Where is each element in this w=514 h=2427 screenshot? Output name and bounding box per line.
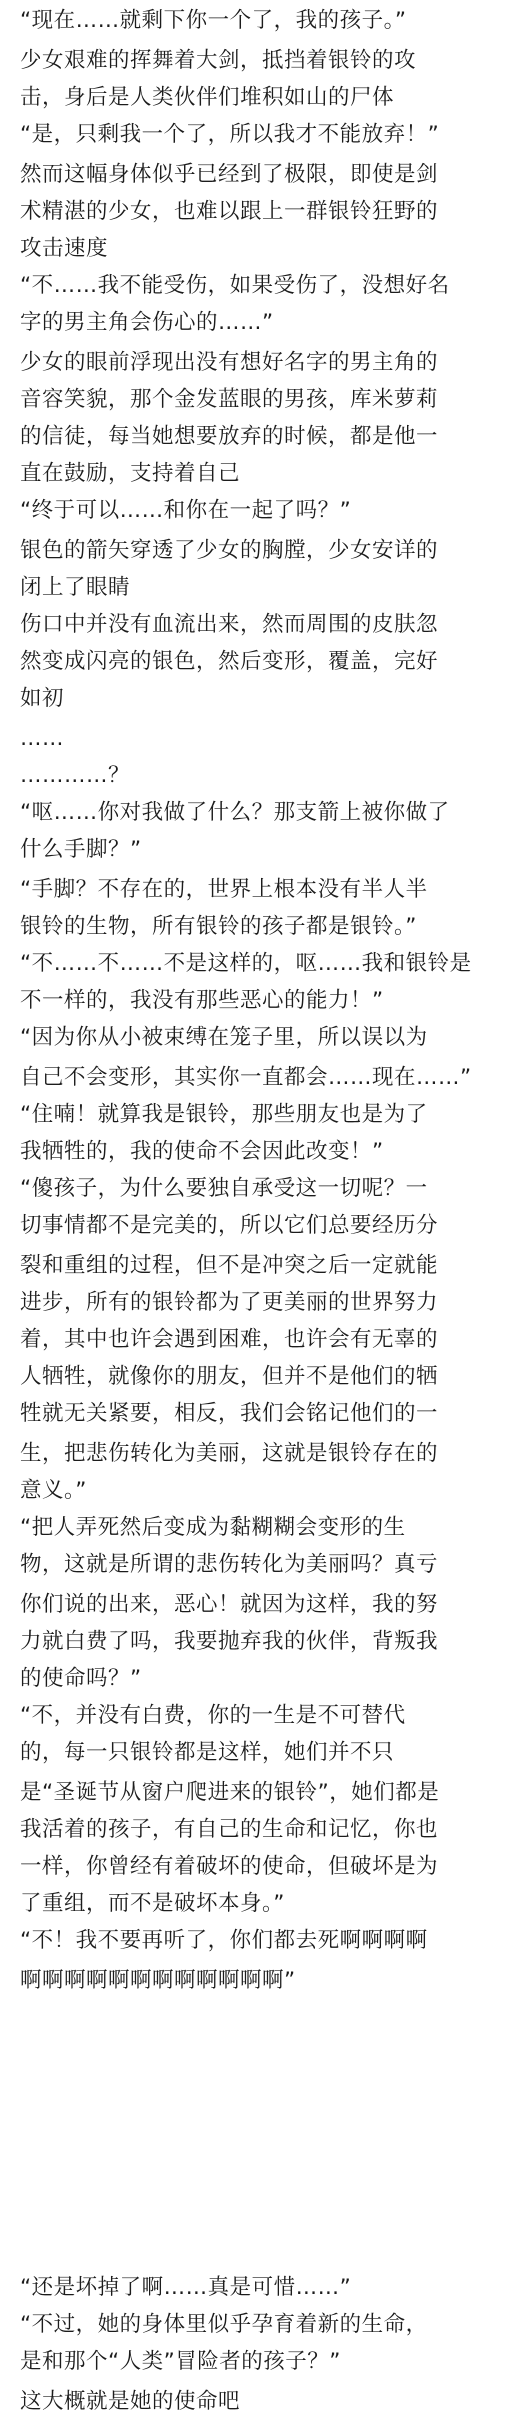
text-line: 不一样的，我没有那些恶心的能力！” (20, 988, 384, 1013)
text-line: 击，身后是人类伙伴们堆积如山的尸体 (20, 85, 395, 110)
text-line: 进步，所有的银铃都为了更美丽的世界努力 (20, 1290, 439, 1315)
text-line: 什么手脚？” (20, 837, 142, 862)
text-line: “因为你从小被束缚在笼子里，所以误以为 (20, 1025, 428, 1050)
text-line: 人牺牲，就像你的朋友，但并不是他们的牺 (20, 1364, 439, 1389)
text-line: “手脚？不存在的，世界上根本没有半人半 (20, 877, 428, 902)
text-line: 的使命吗？” (20, 1666, 142, 1691)
text-line: 然变成闪亮的银色，然后变形，覆盖，完好 (20, 649, 439, 674)
text-line: 直在鼓励，支持着自己 (20, 461, 241, 486)
text-line: 术精湛的少女，也难以跟上一群银铃狂野的 (20, 199, 439, 224)
text-line: “傻孩子，为什么要独自承受这一切呢？一 (20, 1176, 428, 1201)
text-line: 你们说的出来，恶心！就因为这样，我的努 (20, 1592, 439, 1617)
text-line: “不！我不要再听了，你们都去死啊啊啊啊 (20, 1928, 428, 1953)
text-line: “把人弄死然后变成为黏糊糊会变形的生 (20, 1515, 406, 1540)
text-line: 啊啊啊啊啊啊啊啊啊啊啊啊” (20, 1968, 296, 1993)
text-line: 裂和重组的过程，但不是冲突之后一定就能 (20, 1253, 439, 1278)
text-line: “还是坏掉了啊……真是可惜……” (20, 2275, 352, 2300)
text-line: “不，并没有白费，你的一生是不可替代 (20, 1703, 406, 1728)
text-line: 音容笑貌，那个金发蓝眼的男孩，库米萝莉 (20, 387, 439, 412)
text-line: 了重组，而不是破坏本身。” (20, 1891, 285, 1916)
text-line: “是，只剩我一个了，所以我才不能放弃！” (20, 122, 440, 147)
text-line: 力就白费了吗，我要抛弃我的伙伴，背叛我 (20, 1629, 439, 1654)
text-line: 的，每一只银铃都是这样，她们并不只 (20, 1740, 395, 1765)
text-line: 然而这幅身体似乎已经到了极限，即使是剑 (20, 162, 439, 187)
text-line: 字的男主角会伤心的……” (20, 310, 274, 335)
text-line: 着，其中也许会遇到困难，也许会有无辜的 (20, 1327, 439, 1352)
text-line: 我活着的孩子，有自己的生命和记忆，你也 (20, 1817, 439, 1842)
text-line: 是“圣诞节从窗户爬进来的银铃”，她们都是 (20, 1780, 440, 1805)
text-line: “现在……就剩下你一个了，我的孩子。” (20, 8, 407, 33)
text-line: “住喃！就算我是银铃，那些朋友也是为了 (20, 1102, 428, 1127)
text-line: 切事情都不是完美的，所以它们总要经历分 (20, 1213, 439, 1238)
text-line: 意义。” (20, 1478, 87, 1503)
text-line: 少女的眼前浮现出没有想好名字的男主角的 (20, 350, 439, 375)
text-line: 是和那个“人类”冒险者的孩子？” (20, 2349, 341, 2374)
text-line: 物，这就是所谓的悲伤转化为美丽吗？真亏 (20, 1552, 439, 1577)
text-line: “不……我不能受伤，如果受伤了，没想好名 (20, 273, 450, 298)
text-line: “不过，她的身体里似乎孕育着新的生命， (20, 2312, 428, 2337)
text-line: 闭上了眼睛 (20, 575, 131, 600)
text-line: “不……不……不是这样的，呕……我和银铃是 (20, 951, 472, 976)
text-line: 伤口中并没有血流出来，然而周围的皮肤忽 (20, 612, 439, 637)
text-line: 一样，你曾经有着破坏的使命，但破坏是为 (20, 1854, 439, 1879)
text-line: 自己不会变形，其实你一直都会……现在……” (20, 1065, 472, 1090)
text-line: 少女艰难的挥舞着大剑，抵挡着银铃的攻 (20, 48, 417, 73)
text-line: 银铃的生物，所有银铃的孩子都是银铃。” (20, 914, 417, 939)
text-line: 如初 (20, 686, 65, 711)
text-line: …………？ (20, 763, 131, 788)
text-line: 银色的箭矢穿透了少女的胸膛，少女安详的 (20, 538, 439, 563)
text-line: 牲就无关紧要，相反，我们会铭记他们的一 (20, 1401, 439, 1426)
text-line: 生，把悲伤转化为美丽，这就是银铃存在的 (20, 1441, 439, 1466)
text-line: 这大概就是她的使命吧 (20, 2389, 241, 2414)
text-line: 我牺牲的，我的使命不会因此改变！” (20, 1139, 384, 1164)
text-line: “呕……你对我做了什么？那支箭上被你做了 (20, 800, 450, 825)
text-line: 的信徒，每当她想要放弃的时候，都是他一 (20, 424, 439, 449)
text-line: “终于可以……和你在一起了吗？” (20, 498, 352, 523)
text-line: 攻击速度 (20, 236, 109, 261)
text-line: …… (20, 726, 64, 751)
